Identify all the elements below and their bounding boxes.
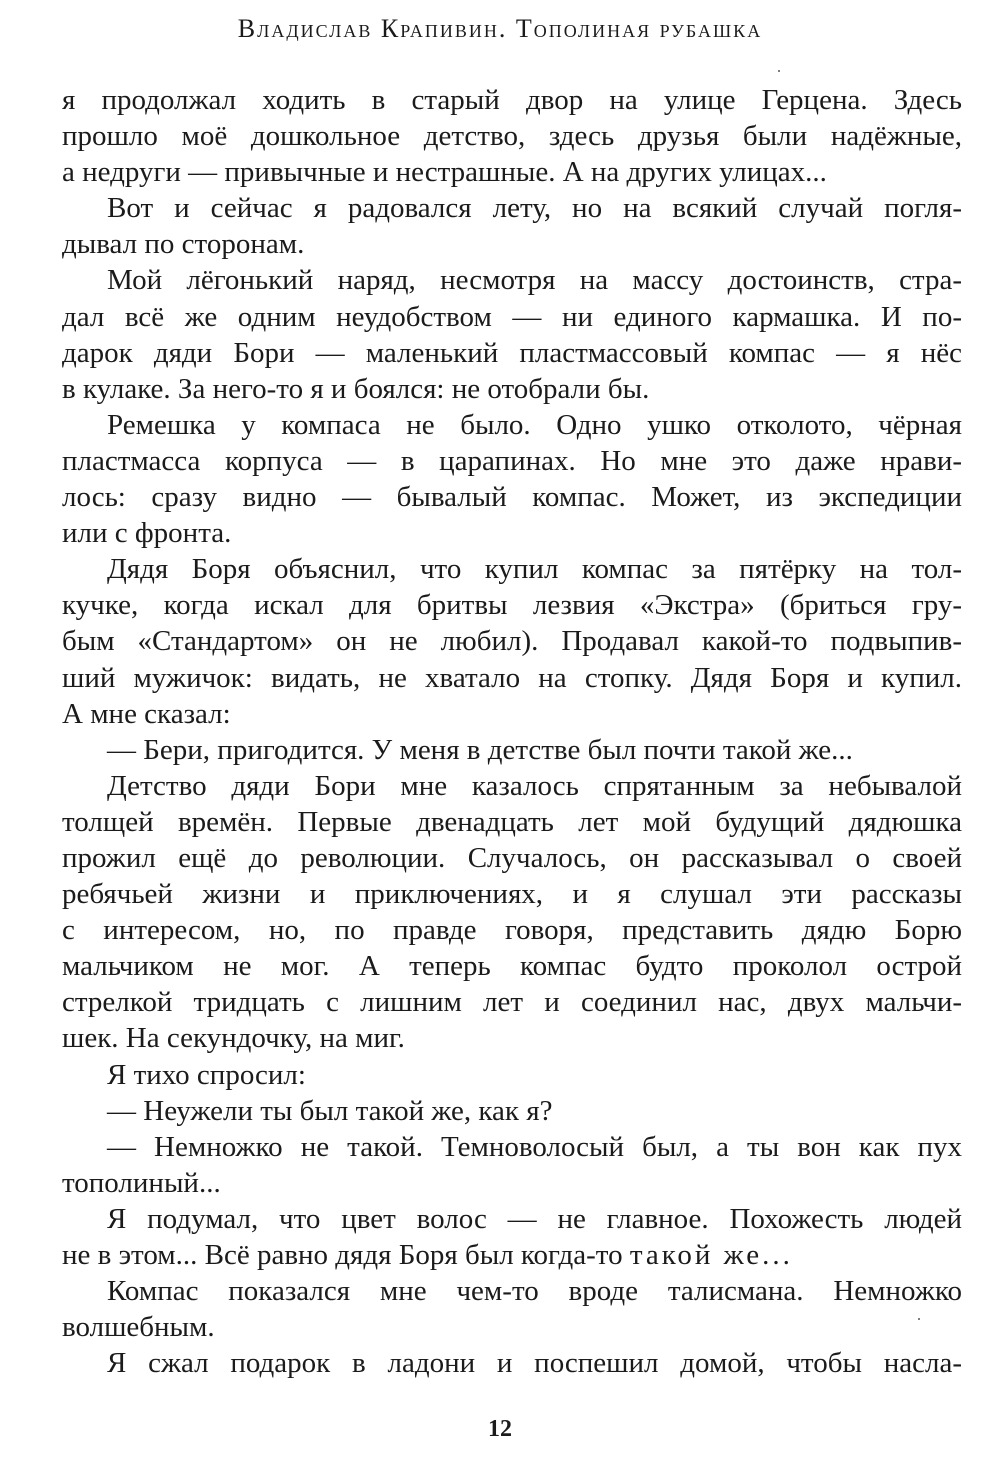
page-number: 12 [488,1416,512,1442]
text-line: А мне сказал: [62,697,231,730]
text-line: с интересом, но, по правде говоря, представить дядю Борю [62,914,962,947]
text-line: дарок дяди Бори — маленький пластмассовый компас — я нёс [62,336,962,369]
text-line: Мой лёгонький наряд, несмотря на массу достоинств, стра- [107,264,962,297]
paragraph-block-tail [62,1273,962,1381]
text-line: толщей времён. Первые двенадцать лет мой будущий дядюшка [62,805,962,838]
text-line: ребячьей жизни и приключениях, и я слушал эти рассказы [62,878,962,911]
text-line: бым «Стандартом» он не любил). Продавал какой-то подвыпив- [62,625,962,658]
print-speck [778,70,780,72]
text-line: дывал по сторонам. [62,228,305,261]
paragraph-block-main [62,82,962,1201]
emphasis-spaced-text: такой же... [629,1239,793,1271]
text-line: Компас показался мне чем-то вроде талисмана. Немножко [107,1275,962,1308]
text-line: — Неужели ты был такой же, как я? [107,1094,553,1127]
text-line: ший мужичок: видать, не хватало на стопку. Дядя Боря и купил. [62,661,962,694]
text-line: лось: сразу видно — бывалый компас. Может, из экспедиции [62,481,962,514]
text-line: стрелкой тридцать с лишним лет и соединил нас, двух мальчи- [62,986,962,1019]
body-text [62,82,962,1381]
text-line [62,1237,962,1273]
text-line-lead: не в этом... Всё равно дядя Боря был когда-то [62,1239,623,1271]
text-line: прошло моё дошкольное детство, здесь друзья были надёжные, [62,120,962,153]
text-line: Я подумал, что цвет волос — не главное. Похожесть людей [107,1202,962,1235]
text-line: — Бери, пригодится. У меня в детстве был почти такой же... [107,733,853,766]
running-title: Владислав Крапивин. Тополиная рубашка [237,14,763,43]
text-line: волшебным. [62,1311,215,1344]
text-line: Детство дяди Бори мне казалось спрятанным за небывалой [107,769,962,802]
text-line: шек. На секундочку, на миг. [62,1022,405,1055]
text-line: дал всё же одним неудобством — ни единого кармашка. И по- [62,300,962,333]
text-line: тополиный... [62,1166,221,1199]
text-line: Ремешка у компаса не было. Одно ушко отколото, чёрная [107,408,962,441]
text-line: кучке, когда искал для бритвы лезвия «Экстра» (бриться гру- [62,589,962,622]
print-speck [918,1318,920,1320]
text-line: Я сжал подарок в ладони и поспешил домой, чтобы насла- [107,1347,962,1380]
text-line: прожил ещё до революции. Случалось, он рассказывал о своей [62,841,962,874]
text-line: а недруги — привычные и нестрашные. А на других улицах... [62,156,827,189]
text-line: — Немножко не такой. Темноволосый был, а ты вон как пух [107,1130,962,1163]
text-line: Я тихо спросил: [107,1058,306,1091]
text-line: я продолжал ходить в старый двор на улице Герцена. Здесь [62,84,962,116]
text-line: Дядя Боря объяснил, что купил компас за пятёрку на тол- [107,553,962,586]
text-line: Вот и сейчас я радовался лету, но на всякий случай погля- [107,192,962,225]
text-line: или с фронта. [62,517,232,550]
text-line: в кулаке. За него-то я и боялся: не отобрали бы. [62,372,650,405]
text-line: мальчиком не мог. А теперь компас будто проколол острой [62,950,962,983]
text-line: пластмасса корпуса — в царапинах. Но мне это даже нрави- [62,444,962,477]
